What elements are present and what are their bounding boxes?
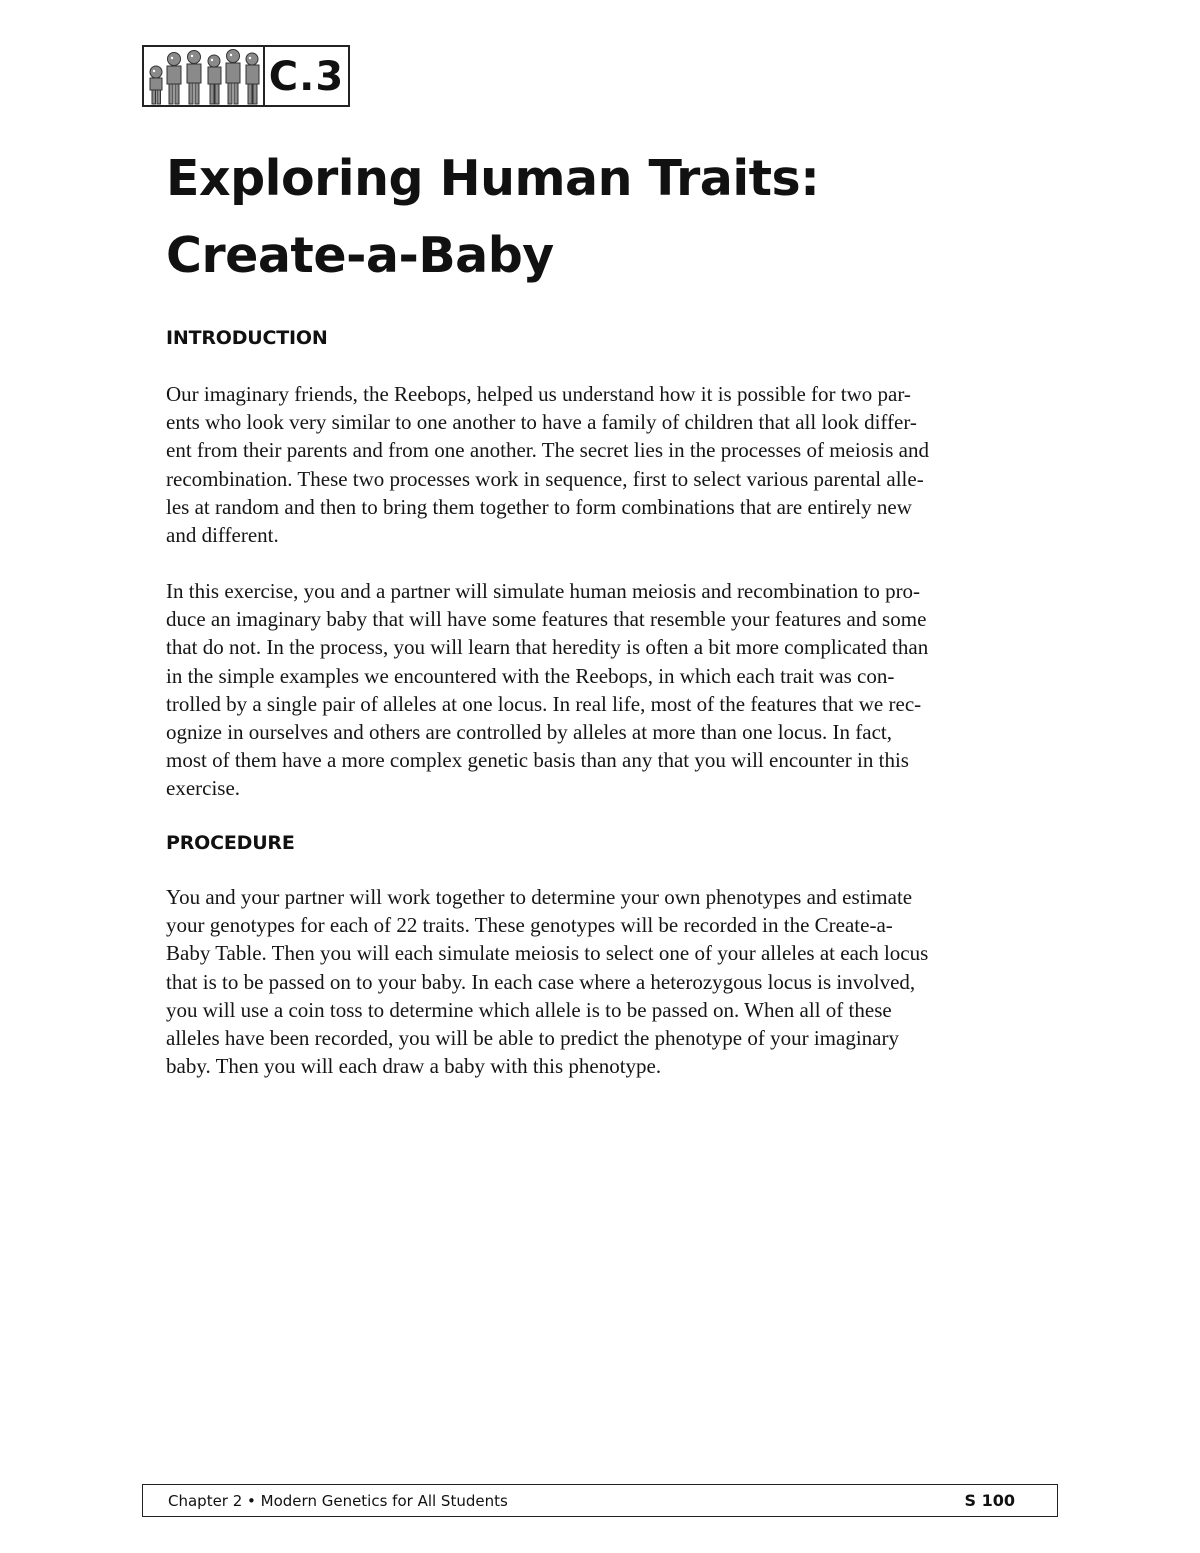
text-line: in the simple examples we encountered with the Reebops, in which each trait was con- — [166, 663, 895, 688]
text-line: recombination. These two processes work in sequence, first to select various parental alle- — [166, 466, 924, 491]
text-line: you will use a coin toss to determine which allele is to be passed on. When all of these — [166, 997, 892, 1022]
page-title-line: Create-a-Baby — [166, 227, 554, 284]
text-line: that is to be passed on to your baby. In each case where a heterozygous locus is involved, — [166, 969, 916, 994]
page-title — [166, 140, 1066, 294]
group-of-people-icon — [144, 47, 265, 105]
procedure-heading: PROCEDURE — [166, 832, 295, 854]
introduction-paragraph-1 — [166, 380, 1046, 549]
page-footer — [142, 1484, 1058, 1517]
text-line: Baby Table. Then you will each simulate meiosis to select one of your alleles at each locus — [166, 941, 929, 966]
text-line: most of them have a more complex genetic basis than any that you will encounter in this — [166, 748, 909, 773]
section-badge — [142, 45, 350, 107]
text-line: duce an imaginary baby that will have some features that resemble your features and some — [166, 607, 927, 632]
text-line: alleles have been recorded, you will be able to predict the phenotype of your imaginary — [166, 1026, 899, 1051]
text-line: ognize in ourselves and others are controlled by alleles at more than one locus. In fact, — [166, 720, 892, 745]
text-line: trolled by a single pair of alleles at one locus. In real life, most of the features that we rec- — [166, 691, 922, 716]
text-line: les at random and then to bring them together to form combinations that are entirely new — [166, 494, 912, 519]
introduction-heading: INTRODUCTION — [166, 327, 328, 349]
text-line: Our imaginary friends, the Reebops, helped us understand how it is possible for two par- — [166, 382, 911, 406]
text-line: exercise. — [166, 776, 241, 801]
text-line: your genotypes for each of 22 traits. These genotypes will be recorded in the Create-a- — [166, 913, 893, 938]
text-line: You and your partner will work together to determine your own phenotypes and estimate — [166, 885, 913, 909]
page-title-line: Exploring Human Traits: — [166, 150, 820, 207]
introduction-paragraph-2 — [166, 577, 1046, 803]
text-line: baby. Then you will each draw a baby with this phenotype. — [166, 1054, 662, 1079]
procedure-paragraph — [166, 883, 1046, 1080]
text-line: ents who look very similar to one another to have a family of children that all look differ- — [166, 410, 917, 435]
text-line: ent from their parents and from one another. The secret lies in the processes of meiosis and — [166, 438, 929, 463]
text-line: and different. — [166, 523, 279, 548]
footer-chapter-label: Chapter 2 • Modern Genetics for All Students — [168, 1491, 508, 1510]
section-code: C.3 — [268, 54, 345, 100]
page-number: S 100 — [964, 1491, 1015, 1510]
text-line: that do not. In the process, you will learn that heredity is often a bit more complicated than — [166, 635, 929, 660]
text-line: In this exercise, you and a partner will simulate human meiosis and recombination to pro- — [166, 579, 921, 603]
